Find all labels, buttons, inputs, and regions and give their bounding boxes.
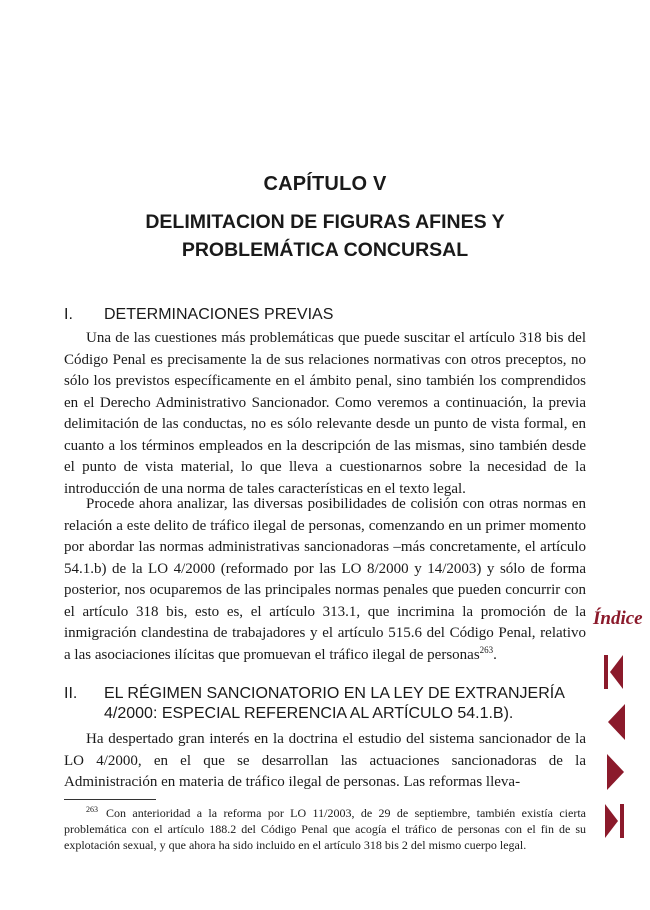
chapter-title: CAPÍTULO V: [263, 173, 387, 195]
section-title-line-2: 4/2000: ESPECIAL REFERENCIA AL ARTÍCULO 54.1.B).: [104, 705, 514, 722]
chapter-subtitle: DELIMITACION DE FIGURAS AFINES Y PROBLEMÁTICA CONCURSAL: [145, 211, 505, 261]
section-title-line-1: EL RÉGIMEN SANCIONATORIO EN LA LEY DE EXTRANJERÍA: [104, 685, 565, 702]
footnote: [64, 805, 586, 853]
footnote-divider: [64, 799, 156, 800]
last-page-icon[interactable]: [603, 803, 625, 839]
previous-page-icon[interactable]: [606, 703, 626, 741]
footnote-text: Con anterioridad a la reforma por LO 11/2003, de 29 de septiembre, también existía cierta problemática con el artículo 188.2 del Código Penal que acogía el tráfico de personas con el fin de su explotación sexual, y que ahora ha sido incluido en el artículo 318 bis 2 del mismo cuerpo legal.: [64, 806, 586, 852]
next-page-icon[interactable]: [606, 753, 626, 791]
body-paragraph: Ha despertado gran interés en la doctrina el estudio del sistema sancionador de la LO 4/2000, en el que se desarrollan las actuaciones sancionadoras de la Administración en materia de tráfico ilegal de personas. Las reformas lleva-: [64, 731, 586, 790]
paragraph-text: Procede ahora analizar, las diversas posibilidades de colisión con otras normas en relación a este delito de tráfico ilegal de personas, comenzando en un primer momento por abordar las normas administrativas sancionadoras –más concretamente, el artículo 54.1.b) de la LO 4/2000 (reformado por las LO 8/2000 y 14/2003) y sólo de forma posterior, nos ocuparemos de las principales normas penales que pueden concurrir con el artículo 318 bis, esto es, el artículo 313.1, que incrimina la promoción de la inmigración clandestina de trabajadores y el artículo 515.6 del Código Penal, relativo a las asociaciones ilícitas que promuevan el tráfico ilegal de personas: [64, 496, 586, 663]
section-title: DETERMINACIONES PREVIAS: [104, 306, 334, 323]
footnote-number: 263: [86, 805, 98, 814]
first-page-icon[interactable]: [603, 654, 625, 690]
body-paragraph: Una de las cuestiones más problemáticas que puede suscitar el artículo 318 bis del Código Penal es precisamente la de sus relaciones normativas con otros preceptos, no sólo los previstos específicamente en el ámbito penal, sino también los comprendidos en el Derecho Administrativo Sancionador. Como veremos a continuación, la previa delimitación de las conductas, no es sólo relevante desde un punto de vista formal, en cuanto a los términos empleados en la descripción de las mismas, sino también desde el punto de vista material, lo que lleva a cuestionarnos sobre la necesidad de la introducción de una norma de tales características en el texto legal.: [64, 330, 586, 497]
body-paragraph: [64, 494, 586, 666]
section-number: I.: [64, 306, 73, 323]
footnote-reference[interactable]: 263: [479, 644, 494, 655]
section-number: II.: [64, 685, 78, 702]
paragraph-end: .: [493, 646, 497, 663]
index-link[interactable]: Índice: [593, 608, 643, 629]
